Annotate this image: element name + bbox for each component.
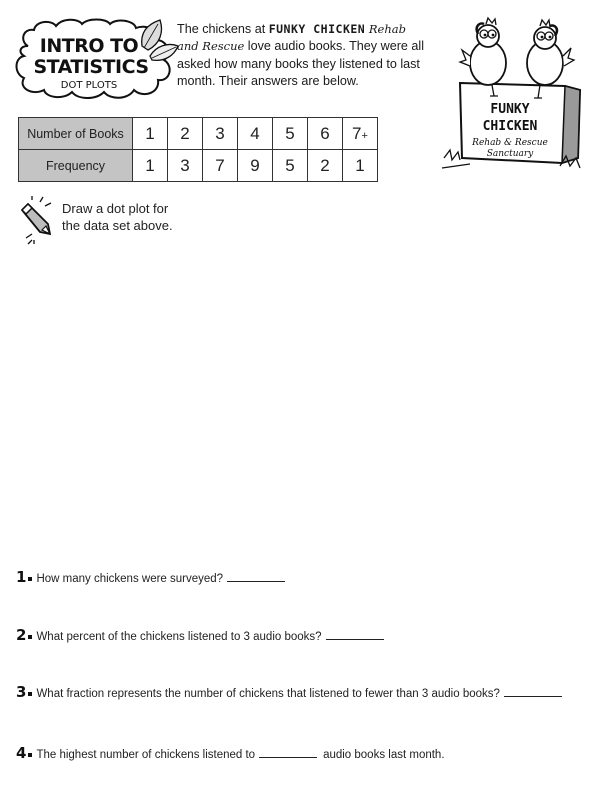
- books-cell: 1: [133, 118, 168, 150]
- books-cell: 3: [203, 118, 238, 150]
- books-cell: 6: [308, 118, 343, 150]
- instruction-line-1: Draw a dot plot for: [62, 201, 169, 216]
- question-text: What fraction represents the number of chickens that listened to fewer than 3 audio books?: [36, 688, 500, 700]
- sign-line-3: Rehab & Rescue: [472, 138, 548, 148]
- books-cell: 2: [168, 118, 203, 150]
- frequency-cell: 2: [308, 150, 343, 182]
- frequency-cell: 1: [133, 150, 168, 182]
- answer-blank[interactable]: [259, 756, 317, 758]
- brand-script-1: Rehab: [365, 22, 406, 36]
- question-number: 4: [16, 744, 27, 762]
- row-header-books: Number of Books: [19, 118, 133, 150]
- question-text: What percent of the chickens listened to 3 audio books?: [36, 631, 322, 643]
- question-number: 1: [16, 568, 27, 586]
- question-1: [16, 568, 285, 586]
- frequency-cell: 3: [168, 150, 203, 182]
- sign-line-2: CHICKEN: [482, 119, 538, 134]
- instruction-text: [62, 201, 232, 234]
- brand-name: FUNKY CHICKEN: [268, 22, 366, 36]
- question-text: How many chickens were surveyed?: [36, 573, 224, 585]
- question-2: [16, 626, 384, 644]
- row-header-frequency: Frequency: [19, 150, 133, 182]
- question-number: 3: [16, 683, 27, 701]
- intro-text-1: The chickens at: [177, 22, 269, 36]
- frequency-table: [18, 117, 378, 182]
- instruction-line-2: the data set above.: [62, 217, 173, 233]
- intro-text-2: love audio books. They were all asked how many books they listened to last month. Their answers are below.: [177, 39, 424, 88]
- bullet-icon: [28, 577, 32, 581]
- pencil-icon: [18, 196, 58, 246]
- table-row-books: [19, 118, 378, 150]
- answer-blank[interactable]: [326, 638, 384, 640]
- plus-suffix: +: [361, 129, 368, 142]
- title-badge: [14, 18, 172, 98]
- chicken-sign-illustration: [440, 8, 590, 173]
- sign-line-1: FUNKY: [490, 102, 530, 117]
- brand-script-2: and Rescue: [177, 39, 245, 54]
- table-row-frequency: [19, 150, 378, 182]
- title-line-2: STATISTICS: [33, 56, 149, 78]
- question-text-after: audio books last month.: [323, 749, 445, 761]
- question-4: [16, 744, 445, 762]
- title-line-1: INTRO TO: [39, 35, 139, 57]
- frequency-cell: 9: [238, 150, 273, 182]
- bullet-icon: [28, 692, 32, 696]
- bullet-icon: [28, 635, 32, 639]
- books-value: 7: [352, 123, 362, 143]
- bullet-icon: [28, 753, 32, 757]
- answer-blank[interactable]: [227, 580, 285, 582]
- question-3: [16, 683, 562, 701]
- intro-paragraph: [177, 21, 432, 90]
- frequency-cell: 7: [203, 150, 238, 182]
- question-text: The highest number of chickens listened to: [36, 749, 256, 761]
- question-number: 2: [16, 626, 27, 644]
- books-cell: [343, 118, 378, 150]
- frequency-cell: 5: [273, 150, 308, 182]
- answer-blank[interactable]: [504, 695, 562, 697]
- frequency-cell: 1: [343, 150, 378, 182]
- books-cell: 5: [273, 118, 308, 150]
- subtitle: DOT PLOTS: [60, 80, 118, 91]
- sign-line-4: Sanctuary: [486, 149, 534, 159]
- books-cell: 4: [238, 118, 273, 150]
